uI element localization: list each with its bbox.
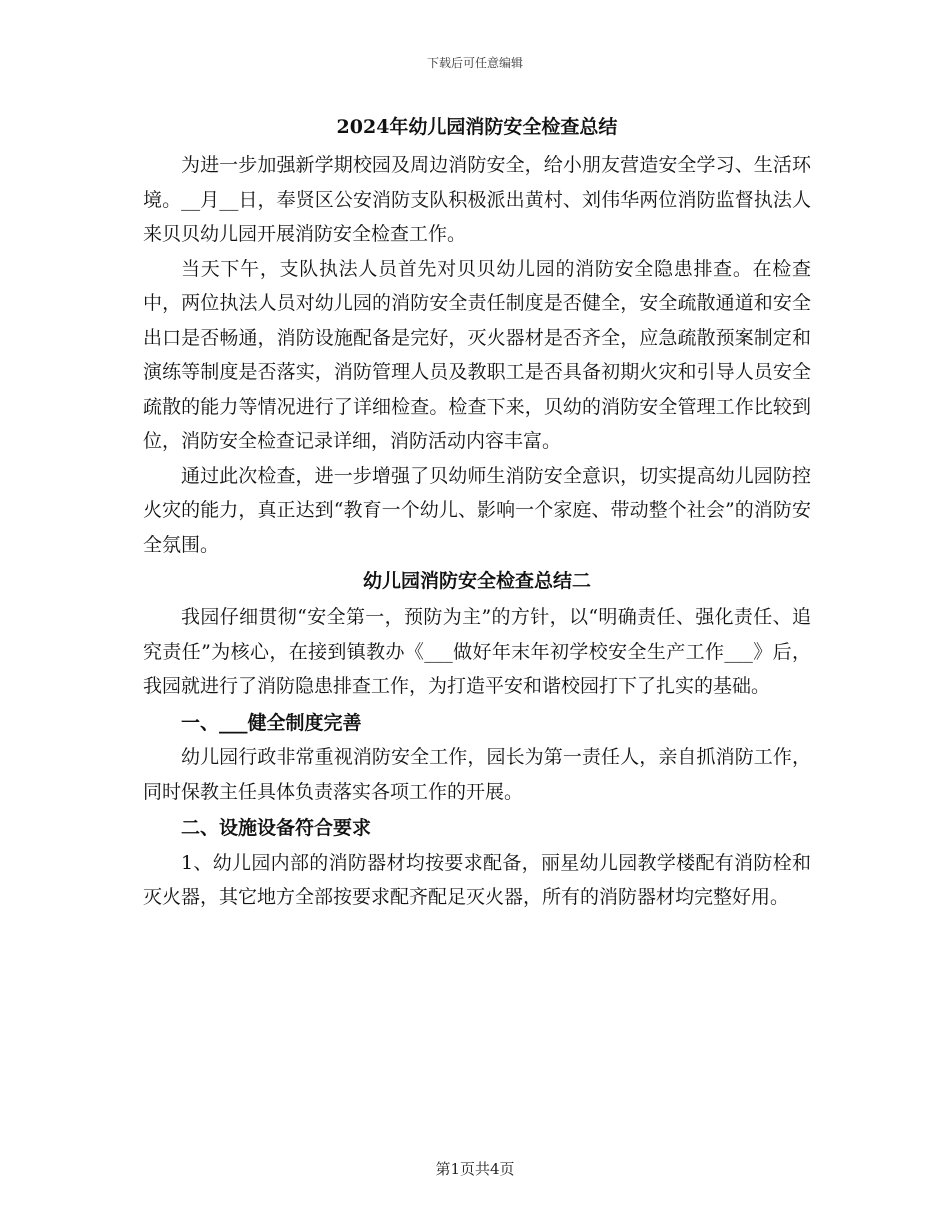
section-title-2: 幼儿园消防安全检查总结二 bbox=[362, 570, 591, 592]
heading-facilities: 二、设施设备符合要求 bbox=[181, 817, 372, 839]
paragraph-conclusion: 通过此次检查，进一步增强了贝幼师生消防安全意识，切实提高幼儿园防控火灾的能力，真正达到“教育一个幼儿、影响一个家庭、带动整个社会”的消防安全氛围。 bbox=[143, 464, 811, 556]
document-title: 2024年幼儿园消防安全检查总结 bbox=[336, 116, 618, 138]
paragraph-inspection: 当天下午，支队执法人员首先对贝贝幼儿园的消防安全隐患排查。在检查中，两位执法人员对幼儿园的消防安全责任制度是否健全，安全疏散通道和安全出口是否畅通，消防设施配备是完好，灭火器材是否齐全，应急疏散预案制定和演练等制度是否落实，消防管理人员及教职工是否具备初期火灾和引导人员安全疏散的能力等情况进行了详细检查。检查下来，贝幼的消防安全管理工作比较到位，消防安全检查记录详细，消防活动内容丰富。 bbox=[143, 257, 811, 452]
paragraph-management: 幼儿园行政非常重视消防安全工作，园长为第一责任人，亲自抓消防工作，同时保教主任具体负责落实各项工作的开展。 bbox=[143, 746, 811, 803]
page-number: 第1页共4页 bbox=[435, 1160, 515, 1178]
document-body bbox=[143, 112, 811, 915]
paragraph-policy: 我园仔细贯彻“安全第一，预防为主”的方针，以“明确责任、强化责任、追究责任”为核心，在接到镇教办《___做好年末年初学校安全生产工作___》后，我园就进行了消防隐患排查工作，为打造平安和谐校园打下了扎实的基础。 bbox=[143, 606, 811, 697]
page-header-note: 下载后可任意编辑 bbox=[426, 56, 523, 70]
paragraph-intro: 为进一步加强新学期校园及周边消防安全，给小朋友营造安全学习、生活环境。__月__日，奉贤区公安消防支队积极派出黄村、刘伟华两位消防监督执法人来贝贝幼儿园开展消防安全检查工作。 bbox=[143, 154, 811, 245]
heading-system: 一、___健全制度完善 bbox=[181, 711, 362, 734]
paragraph-equipment: 1、幼儿园内部的消防器材均按要求配备，丽星幼儿园教学楼配有消防栓和灭火器，其它地方全部按要求配齐配足灭火器，所有的消防器材均完整好用。 bbox=[143, 851, 811, 908]
